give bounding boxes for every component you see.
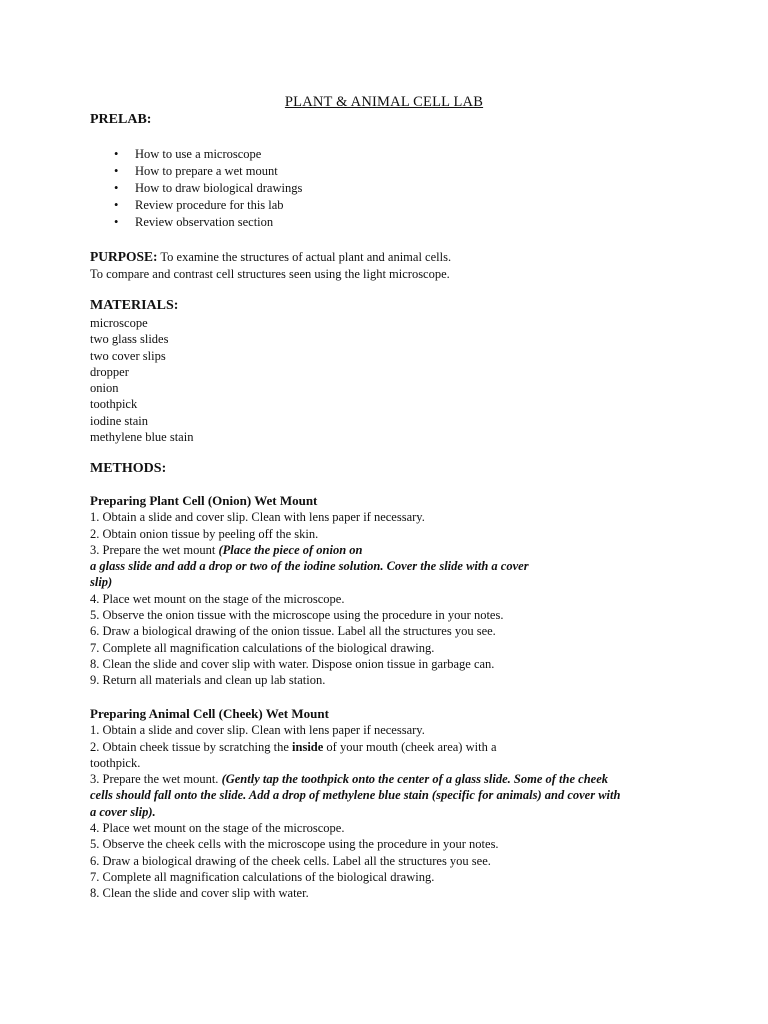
animal-step-2-emphasis: inside — [292, 739, 324, 754]
material-item: microscope — [90, 316, 148, 330]
animal-step-3-emphasis: (Gently tap the toothpick onto the center of a glass slide. Some of the cheek — [221, 772, 608, 787]
bullet-icon: • — [114, 215, 119, 229]
animal-step-5: 5. Observe the cheek cells with the microscope using the procedure in your notes. — [90, 837, 499, 852]
material-item: two cover slips — [90, 348, 166, 363]
material-item: iodine stain — [90, 413, 148, 428]
material-item: two glass slides — [90, 332, 169, 347]
plant-step-3-cont: a glass slide and add a drop or two of the iodine solution. Cover the slide with a cover — [90, 559, 529, 574]
prelab-item-text: Review observation section — [135, 215, 274, 229]
prelab-item — [90, 163, 690, 180]
animal-step-6: 6. Draw a biological drawing of the cheek cells. Label all the structures you see. — [90, 853, 491, 868]
bullet-icon: • — [114, 198, 119, 212]
prelab-list-wrap — [90, 146, 690, 231]
material-item: onion — [90, 381, 119, 396]
material-item: toothpick — [90, 397, 138, 412]
animal-step-2 — [90, 739, 690, 755]
purpose-label: PURPOSE: — [90, 249, 158, 264]
animal-step-7: 7. Complete all magnification calculations of the biological drawing. — [90, 869, 435, 884]
methods-heading: METHODS: — [90, 461, 167, 476]
prelab-list — [90, 146, 690, 231]
material-item: dropper — [90, 364, 129, 379]
animal-step-3 — [90, 771, 690, 787]
plant-step-9: 9. Return all materials and clean up lab station. — [90, 673, 326, 688]
prelab-section — [90, 111, 690, 129]
plant-step-4: 4. Place wet mount on the stage of the microscope. — [90, 591, 345, 606]
animal-step-8: 8. Clean the slide and cover slip with water. — [90, 886, 309, 901]
plant-step-3-cont: slip) — [90, 575, 113, 590]
purpose-line-1 — [90, 248, 690, 266]
prelab-item-text: How to prepare a wet mount — [135, 164, 278, 178]
prelab-item-text: Review procedure for this lab — [135, 198, 284, 212]
prelab-heading: PRELAB: — [90, 112, 152, 127]
bullet-icon: • — [114, 147, 119, 161]
material-item: methylene blue stain — [90, 430, 194, 445]
plant-step-2: 2. Obtain onion tissue by peeling off the skin. — [90, 526, 319, 541]
methods-section — [90, 460, 690, 478]
prelab-item — [90, 197, 690, 214]
plant-step-3-emphasis: (Place the piece of onion on — [218, 542, 363, 557]
plant-step-3 — [90, 542, 690, 558]
plant-step-8: 8. Clean the slide and cover slip with water. Dispose onion tissue in garbage can. — [90, 656, 495, 671]
plant-procedure — [90, 493, 690, 689]
animal-procedure-heading: Preparing Animal Cell (Cheek) Wet Mount — [90, 706, 329, 721]
plant-step-6: 6. Draw a biological drawing of the onion tissue. Label all the structures you see. — [90, 624, 496, 639]
plant-step-7: 7. Complete all magnification calculations of the biological drawing. — [90, 640, 435, 655]
plant-procedure-heading: Preparing Plant Cell (Onion) Wet Mount — [90, 493, 318, 508]
prelab-item-text: How to draw biological drawings — [135, 181, 303, 195]
animal-step-2-cont: toothpick. — [90, 755, 141, 770]
animal-step-4: 4. Place wet mount on the stage of the microscope. — [90, 821, 345, 836]
purpose-section — [90, 248, 690, 282]
bullet-icon: • — [114, 164, 119, 178]
animal-step-2-text: 2. Obtain cheek tissue by scratching the — [90, 739, 293, 754]
animal-step-3-text: 3. Prepare the wet mount. — [90, 772, 222, 787]
materials-section — [90, 297, 690, 445]
animal-step-3-cont: a cover slip). — [90, 804, 156, 819]
animal-step-2-text-end: of your mouth (cheek area) with a — [323, 739, 497, 754]
plant-step-1: 1. Obtain a slide and cover slip. Clean with lens paper if necessary. — [90, 510, 425, 525]
animal-procedure — [90, 706, 690, 902]
plant-step-5: 5. Observe the onion tissue with the microscope using the procedure in your notes. — [90, 608, 504, 623]
bullet-icon: • — [114, 181, 119, 195]
plant-step-3-text: 3. Prepare the wet mount — [90, 542, 219, 557]
purpose-line-2: To compare and contrast cell structures seen using the light microscope. — [90, 267, 450, 281]
prelab-item-text: How to use a microscope — [135, 147, 262, 161]
animal-step-1: 1. Obtain a slide and cover slip. Clean with lens paper if necessary. — [90, 723, 425, 738]
purpose-text: To examine the structures of actual plant and animal cells. — [157, 250, 452, 264]
prelab-item — [90, 214, 690, 231]
prelab-item — [90, 146, 690, 163]
document-title: PLANT & ANIMAL CELL LAB — [284, 94, 484, 110]
materials-list — [90, 315, 690, 445]
materials-heading: MATERIALS: — [90, 298, 179, 313]
animal-step-3-cont: cells should fall onto the slide. Add a drop of methylene blue stain (specific for animals) and cover with — [90, 788, 621, 803]
prelab-item — [90, 180, 690, 197]
